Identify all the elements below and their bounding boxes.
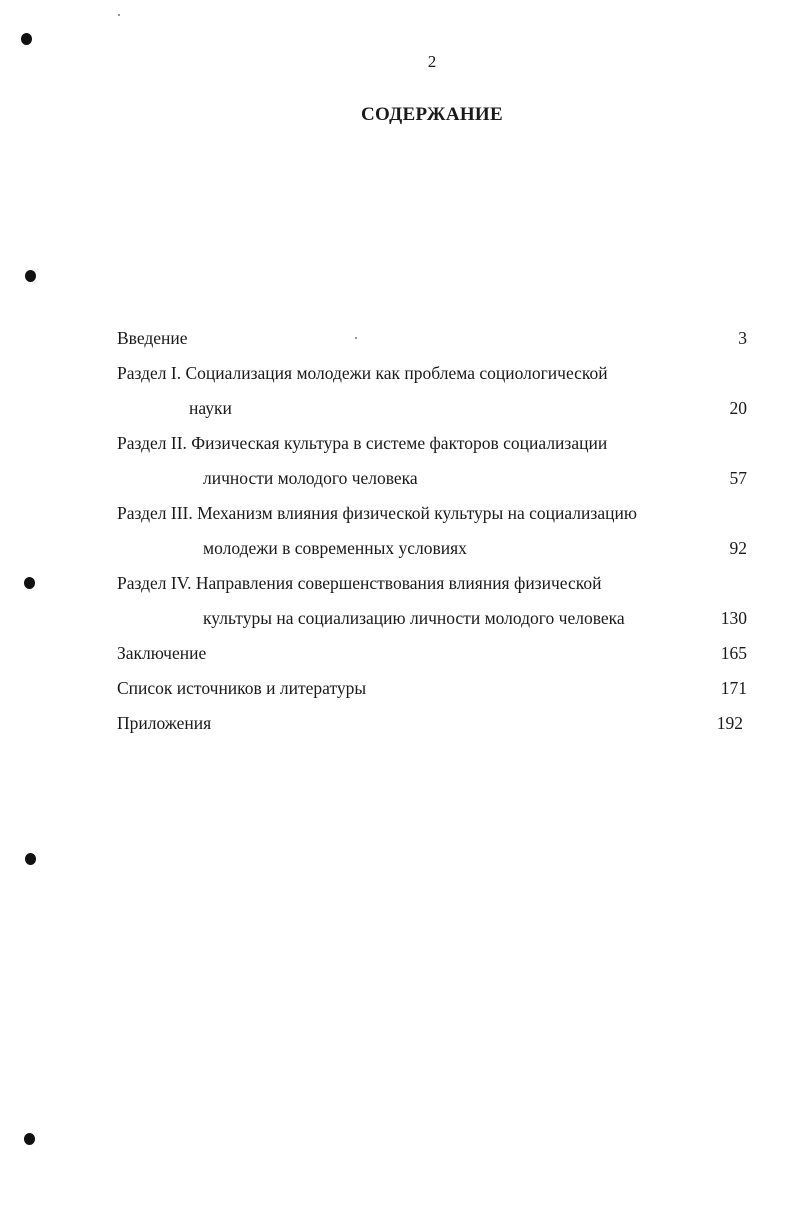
toc-entry-section-2-cont[interactable] [117,465,747,491]
binder-hole-5 [24,1133,35,1145]
toc-entry-conclusion[interactable] [117,640,747,666]
binder-hole-1 [21,33,32,45]
toc-entry-text: Раздел I. Социализация молодежи как проблема социологической [117,363,608,383]
toc-entry-section-1-cont[interactable] [117,395,747,421]
toc-entry-text: Приложения [117,713,212,733]
toc-entry-page: 57 [729,468,747,488]
toc-entry-section-2[interactable] [117,430,747,456]
binder-hole-2 [25,270,36,282]
toc-entry-text: Список источников и литературы [117,678,367,698]
toc-entry-page: 165 [720,643,747,663]
page-title: СОДЕРЖАНИЕ [361,104,503,125]
toc-entry-page: 20 [729,398,747,418]
toc-entry-page: 130 [720,608,747,628]
toc-entry-text: культуры на социализацию личности молодого человека [203,608,625,628]
toc-entry-introduction[interactable] [117,325,747,351]
binder-hole-3 [24,577,35,589]
scan-speck [118,14,120,16]
toc-entry-text: Заключение [117,643,207,663]
toc-entry-section-3-cont[interactable] [117,535,747,561]
toc-entry-text: Раздел IV. Направления совершенствования влияния физической [117,573,602,593]
page-number: 2 [427,52,437,71]
toc-entry-section-4[interactable] [117,570,747,596]
toc-entry-section-3[interactable] [117,500,747,526]
toc-entry-section-4-cont[interactable] [117,605,747,631]
toc-entry-page: 171 [720,678,747,698]
toc-entry-text: Раздел III. Механизм влияния физической культуры на социализацию [117,503,637,523]
toc-entry-page: 92 [729,538,747,558]
toc-entry-text: науки [189,398,232,418]
toc-entry-bibliography[interactable] [117,675,747,701]
toc-entry-text: Раздел II. Физическая культура в системе факторов социализации [117,433,608,453]
binder-hole-4 [25,853,36,865]
toc-entry-text: Введение [117,328,188,348]
toc-entry-page: 192 [716,713,743,733]
toc-entry-text: личности молодого человека [203,468,418,488]
toc-entry-section-1[interactable] [117,360,747,386]
toc-entry-page: 3 [738,328,747,348]
toc-entry-text: молодежи в современных условиях [203,538,467,558]
toc-entry-appendices[interactable] [117,710,747,736]
